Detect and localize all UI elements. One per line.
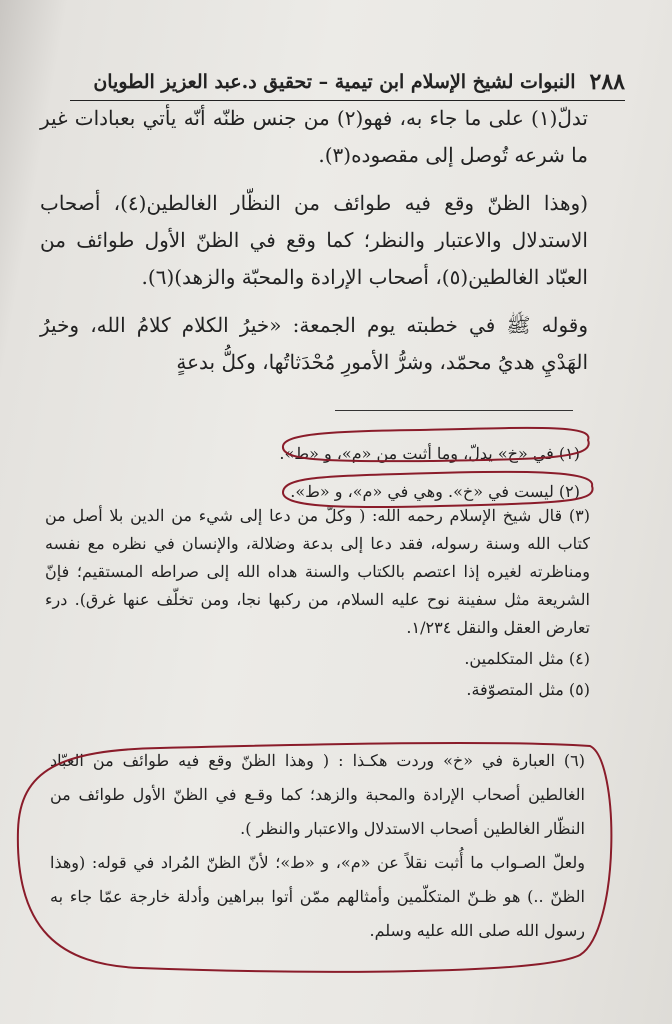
circle-mark-footnote-6 (18, 743, 612, 972)
footnote-6-part-1: (٦) العبارة في «خ» وردت هكـذا : ( وهذا الظنّ وقع فيه طوائف من العبّاد الغالطين أصحاب الإرادة والمحبة والزهد؛ كما وقـع في الظنّ الأول طوائف من النظّار الغالطين أصحاب الاستدلال والاعتبار والنظر ). (50, 751, 585, 838)
main-paragraph-2: (وهذا الظنّ وقع فيه طوائف من النظّار الغالطين(٤)، أصحاب الاستدلال والاعتبار والنظر؛ كما وقع في الظنّ الأول طوائف من العبّاد الغالطين(٥)، أصحاب الإرادة والمحبّة والزهد)(٦). (40, 191, 588, 289)
footnote-4: (٤) مثل المتكلمين. (464, 649, 590, 668)
page-number: ٢٨٨ (589, 69, 625, 95)
circle-mark-footnote-2 (283, 472, 593, 507)
footnote-3: (٣) قال شيخ الإسلام رحمه الله: ( وكلّ من دعا إلى شيء من الدين بلا أصل من كتاب الله وسنة رسوله، فقد دعا إلى بدعة وضلالة، والإنسان في نظره مع نفسه ومناظرته لغيره إذا اعتصم بالكتاب والسنة هداه الله إلى صراطه المستقيم؛ فإنّ الشريعة مثل سفينة نوح عليه السلام، من ركبها نجا، ومن تخلّف عنها غرق). درء تعارض العقل والنقل ١/٢٣٤. (45, 506, 590, 637)
footnote-6-part-2: ولعلّ الصـواب ما أُثبت نقلاً عن «م»، و «ط»؛ لأنّ الظنّ المُراد في قوله: (وهذا الظنّ ..) هو ظـنّ المتكلّمين وأمثالهم ممّن أتوا ببراهين وأدلة خارجة عمّا جاء به رسول الله صلى الله عليه وسلم. (50, 853, 586, 940)
footnote-5: (٥) مثل المتصوّفة. (466, 680, 590, 699)
footnote-1: (١) في «خ» يدلّ، وما أثبت من «م»، و «ط». (279, 444, 580, 463)
main-paragraph-3: وقوله ﷺ في خطبته يوم الجمعة: «خيرُ الكلام كلامُ الله، وخيرُ الهَدْيِ هديُ محمّد، وشرُّ الأمورِ مُحْدَثاتُها، وكلُّ بدعةٍ (40, 313, 588, 374)
circle-mark-footnote-1 (283, 428, 589, 461)
running-title: النبوات لشيخ الإسلام ابن تيمية – تحقيق د.عبد العزيز الطويان (93, 71, 576, 93)
footnote-2: (٢) ليست في «خ». وهي في «م»، و «ط». (290, 482, 580, 501)
main-paragraph-1: تدلّ(١) على ما جاء به، فهو(٢) من جنس ظنّه أنّه يأتي بعبادات غير ما شرعه تُوصل إلى مقصوده(٣). (40, 106, 588, 167)
